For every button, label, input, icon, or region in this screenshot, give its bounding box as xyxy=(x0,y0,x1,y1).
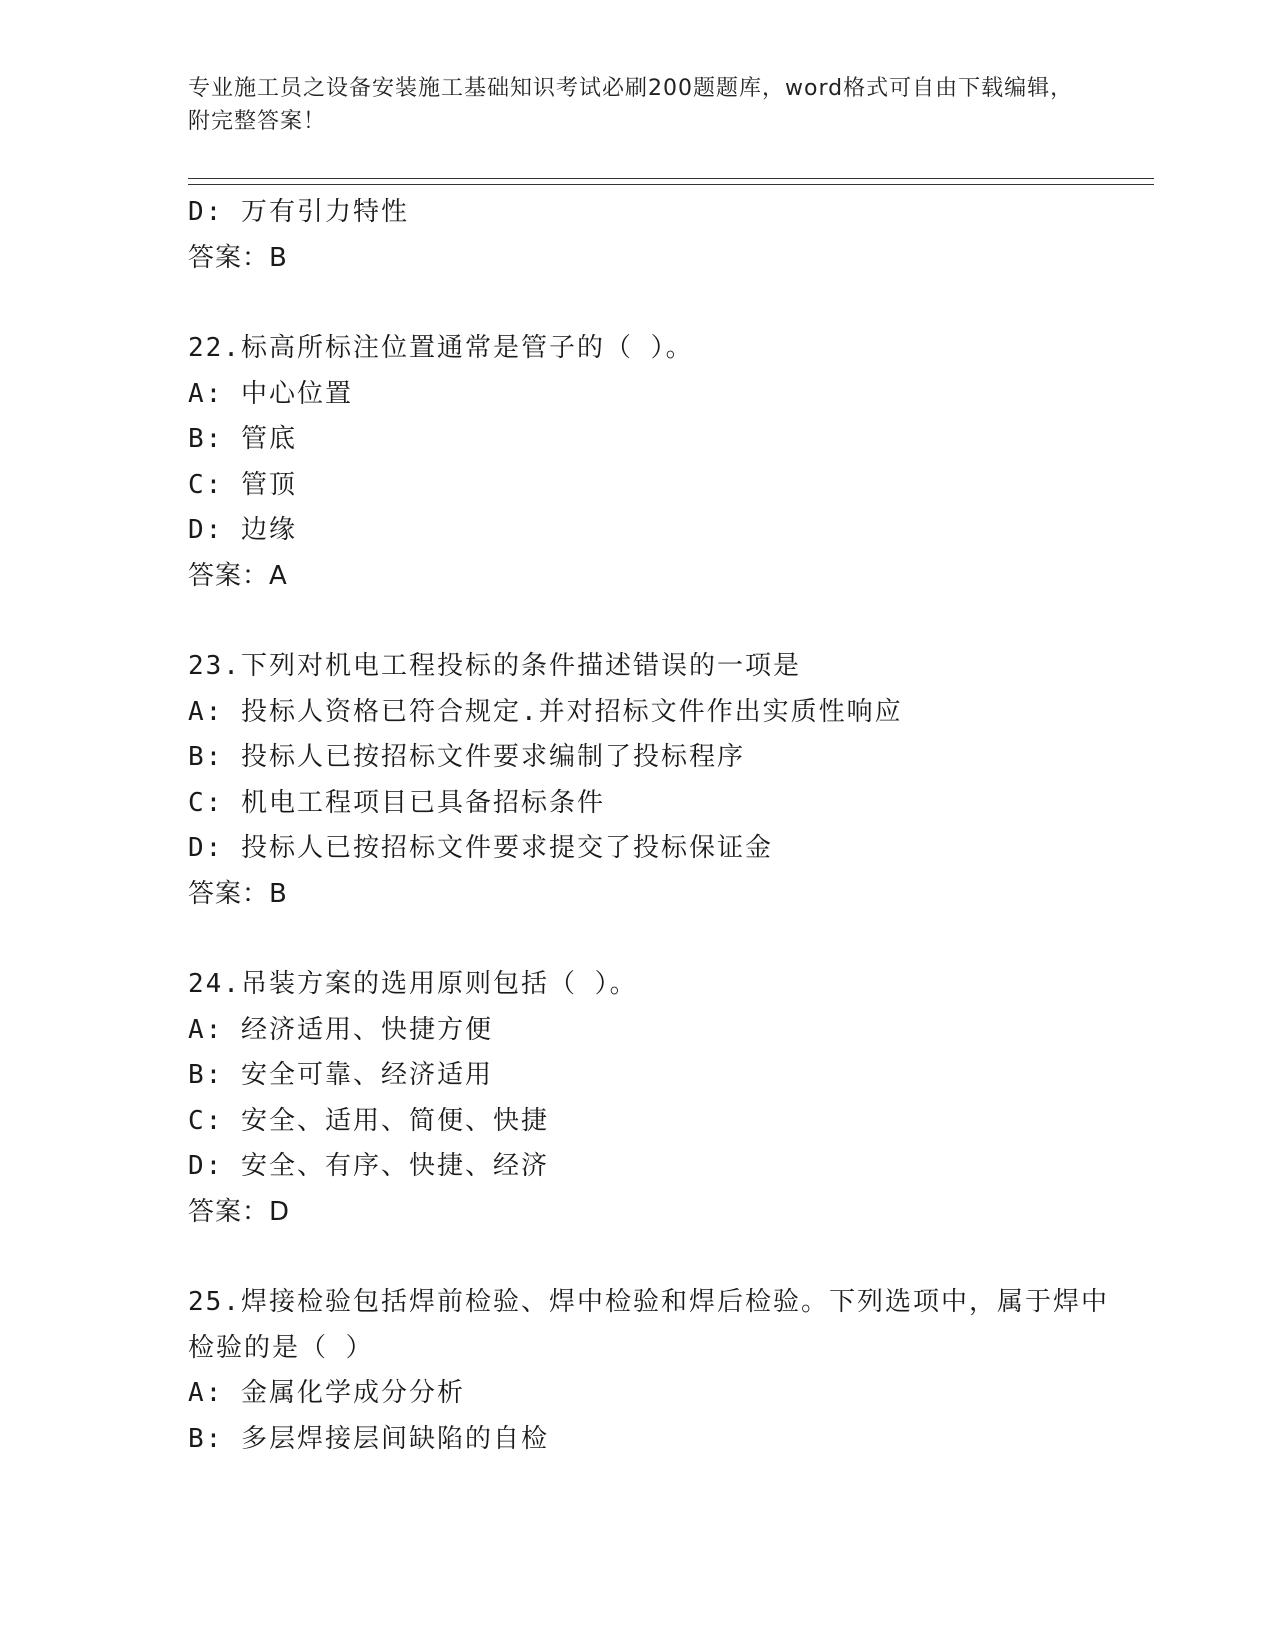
q24-answer: 答案：D xyxy=(188,1196,291,1227)
q23-option-a: A: 投标人资格已符合规定.并对招标文件作出实质性响应 xyxy=(188,696,903,727)
q24-option-c: C: 安全、适用、简便、快捷 xyxy=(188,1105,549,1136)
q22-option-b: B: 管底 xyxy=(188,424,297,454)
q24-option-b: B: 安全可靠、经济适用 xyxy=(188,1060,493,1090)
q22-answer: 答案：A xyxy=(188,560,288,591)
q23-answer: 答案：B xyxy=(188,878,288,909)
q22-option-a: A: 中心位置 xyxy=(188,378,353,409)
q22-option-d: D: 边缘 xyxy=(188,515,297,545)
question-list xyxy=(188,190,1118,1462)
q23-option-d: D: 投标人已按招标文件要求提交了投标保证金 xyxy=(188,833,773,863)
q25-stem: 25.焊接检验包括焊前检验、焊中检验和焊后检验。下列选项中，属于焊中检验的是（ ） xyxy=(188,1287,1109,1363)
q24-option-a: A: 经济适用、快捷方便 xyxy=(188,1014,493,1045)
page-header-title: 专业施工员之设备安装施工基础知识考试必刷200题题库，word格式可自由下载编辑，附完整答案！ xyxy=(188,76,1074,134)
q23-option-c: C: 机电工程项目已具备招标条件 xyxy=(188,787,605,818)
q24-stem: 24.吊装方案的选用原则包括（ ）。 xyxy=(188,969,638,999)
q21-answer: 答案：B xyxy=(188,242,288,273)
q25-option-b: B: 多层焊接层间缺陷的自检 xyxy=(188,1423,549,1454)
header-divider xyxy=(188,178,1154,185)
q22-option-c: C: 管顶 xyxy=(188,469,297,500)
q23-option-b: B: 投标人已按招标文件要求编制了投标程序 xyxy=(188,742,745,772)
q22-stem: 22.标高所标注位置通常是管子的（ ）。 xyxy=(188,333,694,363)
q23-stem: 23.下列对机电工程投标的条件描述错误的一项是 xyxy=(188,651,801,681)
q21-option-d: D: 万有引力特性 xyxy=(188,197,409,227)
q25-option-a: A: 金属化学成分分析 xyxy=(188,1378,465,1408)
q24-option-d: D: 安全、有序、快捷、经济 xyxy=(188,1151,549,1181)
